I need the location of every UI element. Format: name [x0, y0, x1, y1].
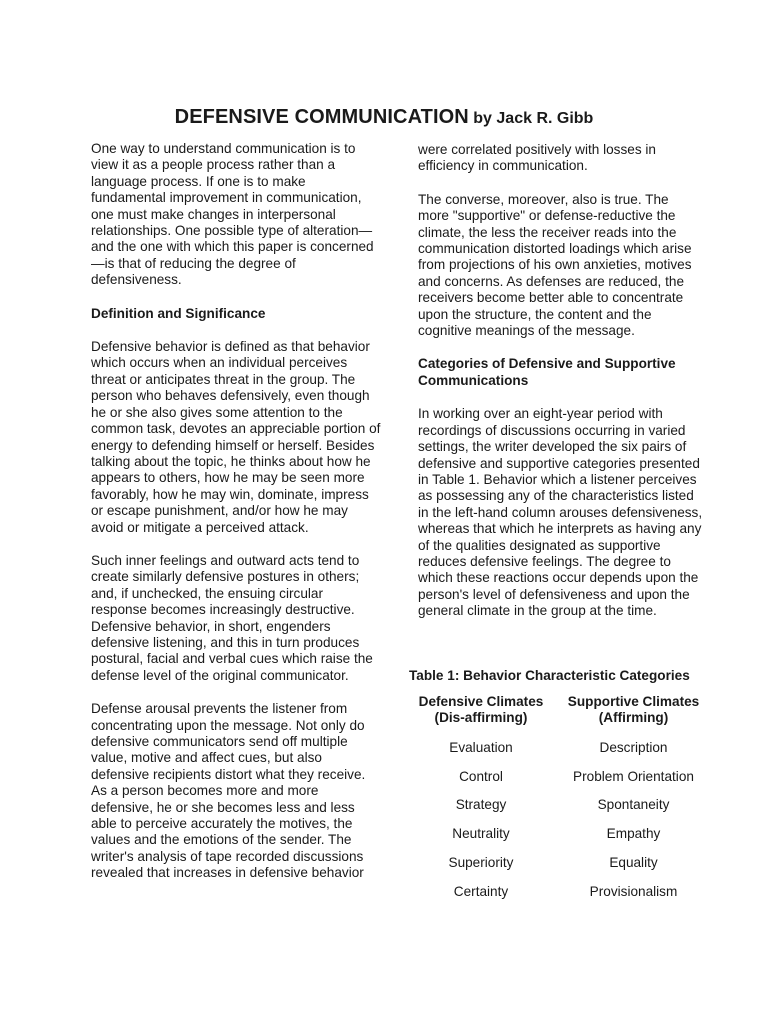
table-cell: Neutrality: [452, 826, 510, 842]
table-cell: Certainty: [453, 883, 509, 899]
table-cell: Evaluation: [449, 739, 513, 755]
title-main: DEFENSIVE COMMUNICATION: [174, 106, 469, 128]
table-cell: Control: [459, 768, 503, 784]
table-cell: Provisionalism: [589, 883, 678, 899]
table-cell: Superiority: [448, 855, 514, 870]
paragraph: Defense arousal prevents the listener from concentrating upon the message. Not only do defensive communicators send off multiple value, motive and affect cues, but also defensive recipients distort what they receive. As a person becomes more and more defensive, he or she becomes less and less able to perceive accurately the motives, the values and the emotions of the sender. The writer's analysis of tape recorded discussions revealed that increases in defensive behavior: [91, 701, 366, 881]
table-header-defensive: [405, 694, 557, 727]
right-column: [418, 142, 703, 637]
header-line: (Affirming): [598, 710, 669, 726]
table-cell: Description: [599, 739, 668, 755]
table-row: [405, 740, 710, 769]
table-header-row: [405, 694, 710, 727]
table-row: [405, 797, 710, 826]
table-row: [405, 826, 710, 855]
left-column: [91, 141, 381, 899]
table-cell: Spontaneity: [597, 797, 670, 813]
paragraph: In working over an eight-year period with recordings of discussions occurring in varied settings, the writer developed the six pairs of defensive and supportive categories presented in Table 1. Behavior which a listener perceives as possessing any of the characteristics listed in the left-hand column arouses defensiveness, whereas that which he interprets as having any of the qualities designated as supportive reduces defensive feelings. The degree to which these reactions occur depends upon the person's level of defensiveness and upon the general climate in the group at the time.: [418, 406, 703, 619]
table-row: [405, 855, 710, 884]
table-row: [405, 769, 710, 798]
title-byline: by Jack R. Gibb: [473, 110, 594, 127]
table-row: [405, 884, 710, 913]
table-cell: Problem Orientation: [573, 768, 694, 784]
section-heading: Definition and Significance: [91, 305, 266, 321]
header-line: Defensive Climates: [418, 694, 544, 709]
table-cell: Equality: [609, 855, 658, 870]
paragraph: The converse, moreover, also is true. The more "supportive" or defense-reductive the climate, the less the receiver reads into the communication distorted loadings which arise from projections of his own anxieties, motives and concerns. As defenses are reduced, the receivers become better able to concentrate upon the structure, the content and the cognitive meanings of the message.: [418, 191, 692, 339]
table-cell: Empathy: [606, 826, 661, 842]
section-heading: Categories of Defensive and Supportive Communications: [418, 356, 676, 388]
table-caption: Table 1: Behavior Characteristic Categories: [409, 668, 690, 683]
paragraph: were correlated positively with losses in efficiency in communication.: [418, 142, 656, 174]
table-header-supportive: [557, 694, 710, 727]
paragraph: One way to understand communication is to view it as a people process rather than a language process. If one is to make fundamental improvement in communication, one must make changes in interpersonal relationships. One possible type of alteration—and the one with which this paper is concerned—is that of reducing the degree of defensiveness.: [91, 141, 374, 288]
paragraph: Defensive behavior is defined as that behavior which occurs when an individual perceives threat or anticipates threat in the group. The person who behaves defensively, even though he or she also gives some attention to the common task, devotes an appreciable portion of energy to defending himself or herself. Besides talking about the topic, he thinks about how he appears to others, how he may be seen more favorably, how he may win, dominate, impress or escape punishment, and/or how he may avoid or mitigate a perceived attack.: [91, 339, 381, 535]
page-title: [0, 106, 768, 129]
behavior-table: [405, 694, 710, 913]
paragraph: Such inner feelings and outward acts tend to create similarly defensive postures in others; and, if unchecked, the ensuing circular response becomes increasingly destructive. Defensive behavior, in short, engenders defensive listening, and this in turn produces postural, facial and verbal cues which raise the defense level of the original communicator.: [91, 552, 373, 683]
table-cell: Strategy: [455, 797, 507, 813]
header-line: Supportive Climates: [567, 694, 700, 709]
header-line: (Dis-affirming): [434, 710, 528, 726]
